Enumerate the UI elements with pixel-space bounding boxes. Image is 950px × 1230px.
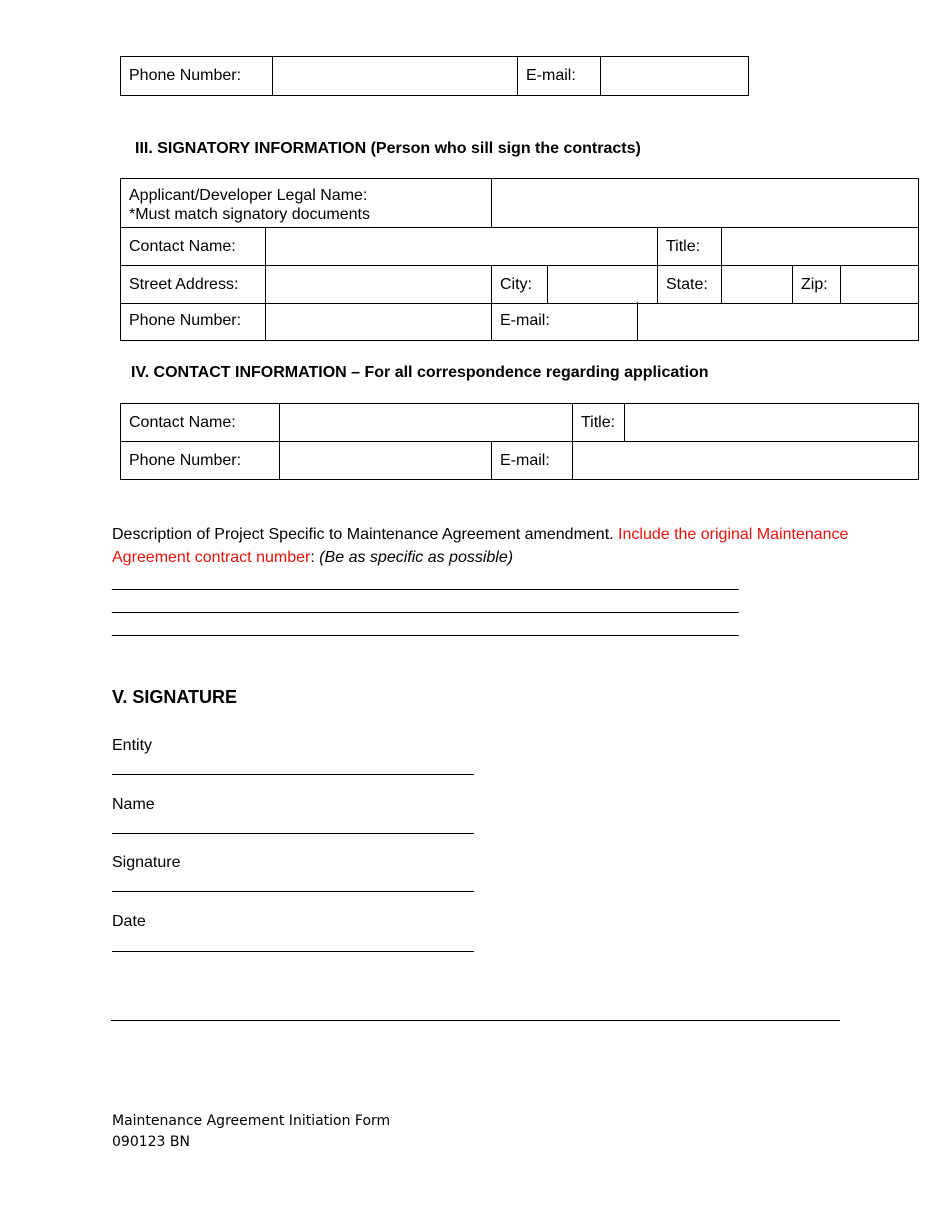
title-field-2[interactable]: [625, 404, 919, 442]
phone-number-label: Phone Number:: [121, 57, 273, 96]
legal-name-label-text: Applicant/Developer Legal Name:: [129, 187, 368, 204]
title-label: Title:: [658, 228, 722, 266]
street-address-label: Street Address:: [121, 266, 266, 304]
street-address-field[interactable]: [266, 266, 492, 304]
contact-name-label-2: Contact Name:: [121, 404, 280, 442]
footer-divider: [111, 1020, 840, 1021]
signature-line[interactable]: [112, 891, 474, 892]
signatory-email-field[interactable]: [638, 302, 919, 340]
top-contact-table: [120, 56, 749, 96]
signatory-phone-table: [120, 302, 919, 341]
legal-name-label: [121, 179, 492, 228]
zip-label: Zip:: [793, 266, 841, 304]
city-field[interactable]: [548, 266, 658, 304]
contact-name-label: Contact Name:: [121, 228, 266, 266]
footer-form-title: Maintenance Agreement Initiation Form: [112, 1113, 391, 1129]
signature-heading: V. SIGNATURE: [112, 687, 238, 707]
description-line-2[interactable]: ________________________________________________________________________: [112, 597, 739, 614]
contact-name-field-2[interactable]: [280, 404, 573, 442]
section-3-heading: III. SIGNATORY INFORMATION (Person who sill sign the contracts): [135, 140, 641, 157]
signatory-table: [120, 178, 919, 304]
date-label: Date: [112, 913, 146, 930]
title-field[interactable]: [722, 228, 919, 266]
description-paragraph: [112, 523, 852, 569]
email-field-2[interactable]: [573, 442, 919, 480]
description-colon: :: [310, 549, 315, 566]
date-line[interactable]: [112, 951, 474, 952]
section-4-heading: IV. CONTACT INFORMATION – For all correspondence regarding application: [131, 364, 709, 381]
city-label: City:: [492, 266, 548, 304]
footer: [112, 1111, 390, 1153]
phone-number-field[interactable]: [273, 57, 518, 96]
footer-form-code: 090123 BN: [112, 1134, 190, 1150]
name-line[interactable]: [112, 833, 474, 834]
name-label: Name: [112, 796, 155, 813]
email-field[interactable]: [601, 57, 749, 96]
state-field[interactable]: [722, 266, 793, 304]
signature-label: Signature: [112, 854, 181, 871]
zip-field[interactable]: [841, 266, 919, 304]
entity-line[interactable]: [112, 774, 474, 775]
description-line-1[interactable]: ________________________________________________________________________: [112, 574, 739, 591]
description-text: Description of Project Specific to Maintenance Agreement amendment.: [112, 526, 619, 543]
signatory-phone-field[interactable]: [266, 302, 492, 340]
email-label: E-mail:: [518, 57, 601, 96]
signatory-email-label: E-mail:: [492, 302, 638, 340]
legal-name-field[interactable]: [492, 179, 919, 228]
description-red-text: Include the original Maintenance Agreement contract number: [112, 526, 849, 566]
email-label-2: E-mail:: [492, 442, 573, 480]
legal-name-note: *Must match signatory documents: [129, 206, 370, 223]
entity-label: Entity: [112, 737, 153, 754]
contact-table: [120, 403, 919, 480]
contact-name-field[interactable]: [266, 228, 658, 266]
description-italic: (Be as specific as possible): [314, 549, 514, 566]
signatory-phone-label: Phone Number:: [121, 302, 266, 340]
description-line-3[interactable]: ________________________________________________________________________: [112, 620, 739, 637]
phone-number-label-2: Phone Number:: [121, 442, 280, 480]
phone-number-field-2[interactable]: [280, 442, 492, 480]
state-label: State:: [658, 266, 722, 304]
title-label-2: Title:: [573, 404, 625, 442]
